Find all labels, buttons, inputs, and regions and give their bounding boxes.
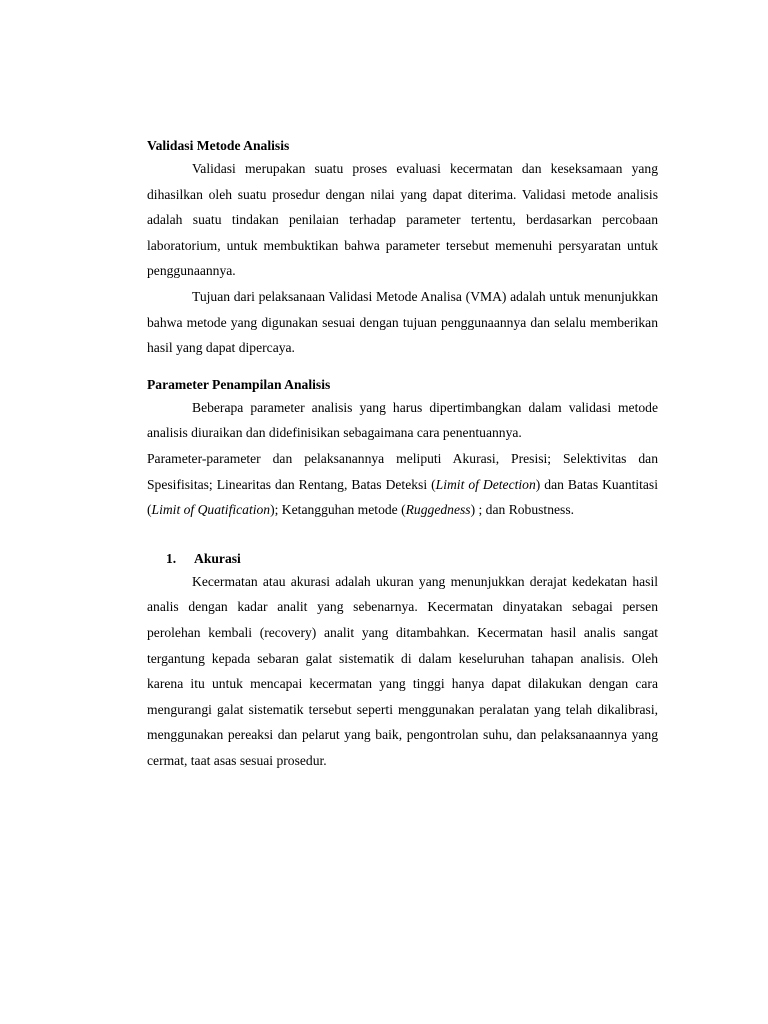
paragraph-parameter-intro: Beberapa parameter analisis yang harus dipertimbangkan dalam validasi metode analisis diuraikan dan didefinisikan sebagaimana cara penentuannya. xyxy=(147,399,658,441)
document-body xyxy=(147,136,658,773)
section-heading-akurasi: Akurasi xyxy=(194,550,241,566)
italic-term-lod: Limit of Detection xyxy=(435,476,536,492)
section-heading-parameter: Parameter Penampilan Analisis xyxy=(147,376,331,392)
paragraph-validasi-purpose: Tujuan dari pelaksanaan Validasi Metode Analisa (VMA) adalah untuk menunjukkan bahwa metode yang digunakan sesuai dengan tujuan penggunaannya dan selalu memberikan hasil yang dapat dipercaya. xyxy=(147,288,658,356)
text-run: ) ; dan Robustness. xyxy=(470,502,575,518)
numbered-heading-akurasi xyxy=(166,549,658,569)
spacer xyxy=(147,361,658,375)
text-run: Parameter-parameter dan pelaksanannya meliputi Akurasi, Presisi; Selektivitas dan Spesifisitas; Linearitas dan Rentang, Batas Deteksi ( xyxy=(147,450,658,492)
italic-term-loq: Limit of Quatification xyxy=(151,502,271,518)
text-run: ) dan Batas Kuantitasi ( xyxy=(147,476,658,518)
list-number: 1. xyxy=(166,550,177,566)
section-heading-validasi: Validasi Metode Analisis xyxy=(147,138,290,153)
paragraph-parameter-list xyxy=(147,446,658,523)
text-run: ); Ketangguhan metode ( xyxy=(270,502,406,518)
paragraph-validasi-definition: Validasi merupakan suatu proses evaluasi kecermatan dan keseksamaan yang dihasilkan oleh suatu prosedur dengan nilai yang dapat diterima. Validasi metode analisis adalah suatu tindakan penilaian terhadap parameter tertentu, berdasarkan percobaan laboratorium, untuk membuktikan bahwa parameter tersebut memenuhi persyaratan untuk penggunaannya. xyxy=(147,161,658,279)
paragraph-akurasi: Kecermatan atau akurasi adalah ukuran yang menunjukkan derajat kedekatan hasil analis dengan kadar analit yang sebenarnya. Kecermatan dinyatakan sebagai persen perolehan kembali (recovery) analit yang ditambahkan. Kecermatan hasil analis sangat tergantung kepada sebaran galat sistematik di dalam keseluruhan tahapan analisis. Oleh karena itu untuk mencapai kecermatan yang tinggi hanya dapat dilakukan dengan cara mengurangi galat sistematik tersebut seperti menggunakan peralatan yang telah dikalibrasi, menggunakan pereaksi dan pelarut yang baik, pengontrolan suhu, dan pelaksanaannya yang cermat, taat asas sesuai prosedur. xyxy=(147,573,658,768)
italic-term-ruggedness: Ruggedness xyxy=(405,502,471,518)
spacer xyxy=(147,523,658,549)
